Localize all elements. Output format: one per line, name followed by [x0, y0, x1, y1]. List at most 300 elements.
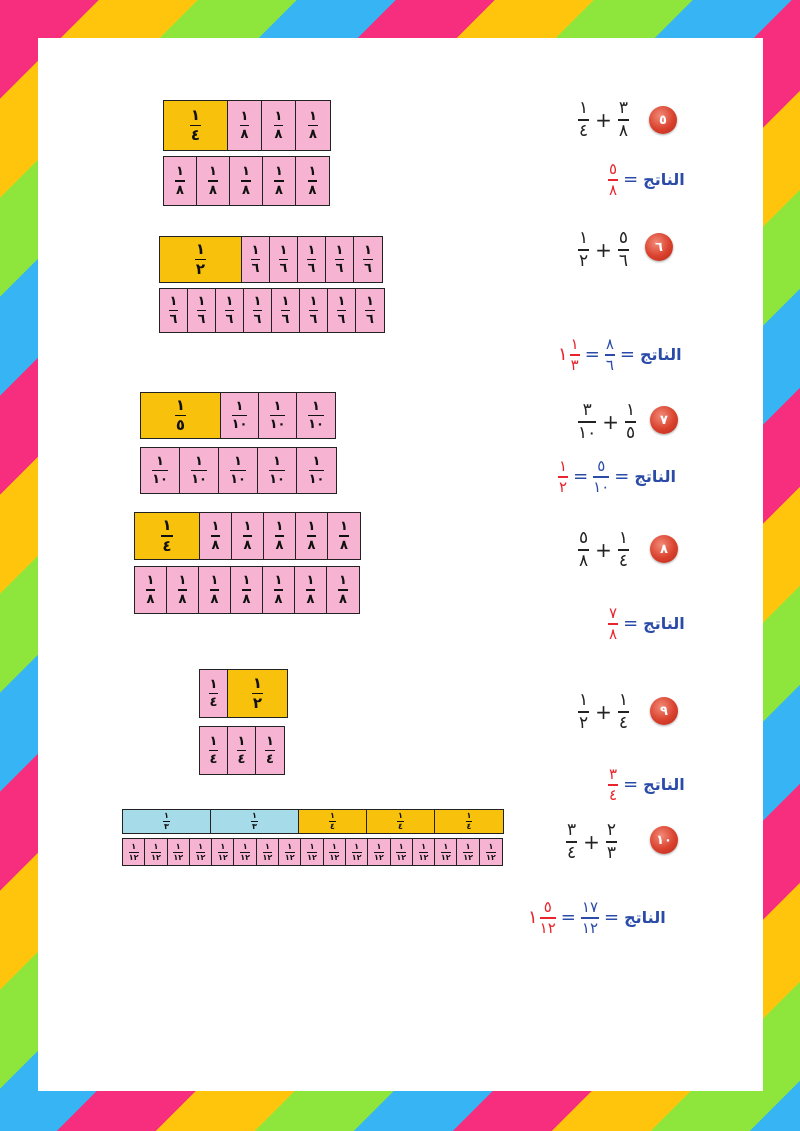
fraction-strip-cell	[164, 157, 197, 205]
strip-fraction-label	[441, 843, 451, 862]
numerator: ٧	[609, 604, 618, 622]
result-label: الناتج	[639, 345, 682, 365]
numerator: ١٧	[581, 898, 599, 916]
fraction-strip-cell	[228, 727, 256, 774]
numerator: ١	[164, 811, 169, 820]
strip-fraction-label	[374, 843, 384, 862]
result-fraction	[608, 162, 618, 198]
numerator: ١	[618, 528, 629, 548]
equals-sign: =	[604, 907, 620, 929]
fraction-strip-cell	[299, 810, 367, 833]
strip-fraction-label	[195, 239, 206, 279]
fraction-strip-sum	[140, 447, 337, 494]
numerator: ١	[211, 519, 220, 535]
fraction-bar	[242, 589, 252, 591]
simplified-fraction	[558, 459, 568, 495]
denominator: ٥	[175, 416, 186, 435]
fraction-bar	[152, 470, 168, 472]
simplified-fraction	[540, 900, 556, 936]
equals-sign: =	[623, 169, 639, 191]
strip-fraction-label	[308, 110, 318, 142]
addend-fraction	[578, 402, 596, 442]
plus-sign: +	[583, 829, 600, 854]
plus-sign: +	[595, 537, 612, 562]
strip-fraction-label	[338, 574, 348, 606]
strip-fraction-label	[281, 295, 291, 327]
denominator: ٦	[364, 261, 372, 277]
equals-sign: =	[584, 344, 600, 366]
denominator: ٨	[308, 182, 317, 198]
addend-fraction	[606, 822, 617, 862]
equals-sign: =	[619, 344, 635, 366]
numerator: ٨	[605, 335, 614, 353]
addend-fraction	[578, 230, 589, 270]
denominator: ٨	[240, 127, 249, 143]
fraction-strip-cell	[367, 810, 435, 833]
denominator: ٤	[466, 822, 472, 831]
fraction-strip-cell	[297, 393, 335, 438]
denominator: ٤	[237, 752, 246, 768]
fraction-bar	[308, 180, 318, 182]
denominator: ١٠	[308, 417, 324, 433]
numerator: ١	[242, 573, 251, 589]
fraction-bar	[197, 310, 207, 312]
strip-fraction-label	[274, 110, 284, 142]
fraction-strip-cell	[141, 448, 180, 493]
addend-fraction	[625, 402, 636, 442]
fraction-strip-cell	[244, 289, 272, 332]
strip-fraction-label	[363, 244, 373, 276]
strip-fraction-label	[309, 455, 325, 487]
fraction-bar	[309, 310, 319, 312]
fraction-strip-addends	[122, 809, 504, 834]
fraction-bar	[232, 415, 248, 417]
fraction-strip-cell	[368, 839, 390, 865]
strip-fraction-label	[253, 295, 263, 327]
fraction-strip-cell	[270, 237, 298, 282]
fraction-bar	[208, 180, 218, 182]
strip-fraction-label	[190, 105, 201, 145]
simplified-fraction	[570, 337, 580, 373]
fraction-bar	[279, 259, 289, 261]
strip-fraction-label	[419, 843, 429, 862]
denominator: ٦	[309, 312, 318, 328]
fraction-bar	[251, 259, 261, 261]
equals-sign: =	[560, 907, 576, 929]
numerator: ١	[251, 242, 260, 258]
fraction-strip-cell	[295, 567, 327, 613]
numerator: ١	[466, 811, 472, 820]
numerator: ١	[198, 841, 203, 851]
equals-sign: =	[623, 613, 639, 635]
numerator: ١	[488, 841, 494, 851]
numerator: ١	[240, 108, 249, 124]
denominator: ٨	[274, 127, 283, 143]
strip-fraction-label	[175, 395, 186, 435]
numerator: ١	[242, 841, 248, 851]
fraction-strip-addends	[134, 512, 361, 560]
numerator: ١	[209, 676, 218, 692]
strip-fraction-label	[396, 843, 406, 862]
denominator: ٦	[253, 312, 262, 328]
numerator: ٥	[579, 528, 589, 548]
answer-line	[608, 162, 685, 198]
fraction-strip-cell	[391, 839, 413, 865]
strip-fraction-label	[241, 165, 251, 197]
numerator: ١	[175, 395, 186, 414]
denominator: ١٠	[578, 422, 597, 443]
fraction-strip-cell	[219, 448, 258, 493]
strip-fraction-label	[265, 735, 275, 767]
fraction-strip-cell	[221, 393, 259, 438]
denominator: ١٢	[396, 852, 407, 862]
numerator: ١	[242, 164, 250, 180]
numerator: ١	[266, 733, 274, 749]
fraction-strip-sum	[199, 726, 285, 775]
strip-fraction-label	[306, 574, 316, 606]
numerator: ١	[465, 841, 471, 851]
denominator: ٨	[307, 537, 316, 553]
addend-fraction	[618, 692, 629, 732]
strip-fraction-label	[275, 520, 285, 552]
fraction-bar	[275, 535, 285, 537]
numerator: ١	[195, 453, 203, 469]
fraction-bar	[210, 589, 220, 591]
numerator: ١	[354, 841, 360, 851]
numerator: ١	[398, 811, 403, 820]
denominator: ١٠	[152, 472, 168, 488]
fraction-strip-cell	[232, 513, 264, 559]
strip-fraction-label	[152, 455, 168, 487]
numerator: ١	[275, 519, 284, 535]
addition-problem	[578, 530, 629, 570]
fraction-strip-cell	[135, 513, 200, 559]
strip-fraction-label	[337, 295, 347, 327]
strip-fraction-label	[175, 165, 185, 197]
fraction-strip-cell	[164, 101, 228, 150]
numerator: ١	[579, 228, 589, 248]
fraction-strip-cell	[300, 289, 328, 332]
numerator: ١	[443, 841, 449, 851]
denominator: ١٢	[329, 852, 340, 862]
fraction-strip-cell	[228, 101, 262, 150]
plus-sign: +	[595, 107, 612, 132]
strip-fraction-label	[339, 520, 349, 552]
denominator: ١٢	[284, 852, 295, 862]
answer-line	[608, 767, 685, 803]
numerator: ١	[340, 519, 348, 535]
fraction-strip-cell	[123, 839, 145, 865]
numerator: ١	[190, 105, 201, 124]
simplified-answer	[528, 900, 556, 936]
numerator: ١	[209, 164, 217, 180]
fraction-bar	[269, 470, 285, 472]
denominator: ٦	[169, 312, 178, 328]
fraction-bar	[274, 125, 284, 127]
numerator: ١	[252, 811, 257, 820]
denominator: ١٠	[308, 472, 325, 488]
fraction-bar	[281, 310, 291, 312]
fraction-bar	[337, 310, 347, 312]
denominator: ٦	[281, 312, 290, 328]
numerator: ١	[579, 690, 589, 710]
numerator: ١	[162, 516, 172, 535]
numerator: ١	[234, 453, 242, 469]
numerator: ١	[197, 293, 206, 309]
fraction-strip-cell	[211, 810, 299, 833]
fraction-bar	[253, 310, 263, 312]
addition-problem	[578, 230, 629, 270]
numerator: ٥	[597, 457, 606, 475]
fraction-bar	[265, 750, 275, 752]
fraction-strip-cell	[272, 289, 300, 332]
denominator: ٣	[606, 842, 617, 863]
denominator: ١٢	[581, 918, 599, 937]
fraction-strip-cell	[160, 237, 242, 282]
strip-fraction-label	[173, 843, 183, 862]
fraction-bar	[209, 693, 219, 695]
numerator: ١	[210, 573, 219, 589]
numerator: ١	[274, 108, 283, 124]
numerator: ١	[153, 841, 159, 851]
result-fraction	[593, 459, 609, 495]
fraction-strip-addends	[199, 669, 288, 718]
addition-problem	[566, 822, 617, 862]
fraction-strip-cell	[199, 567, 231, 613]
strip-fraction-label	[279, 244, 289, 276]
strip-fraction-label	[169, 295, 179, 327]
result-label: الناتج	[634, 467, 676, 487]
fraction-bar	[270, 415, 286, 417]
numerator: ١	[220, 841, 226, 851]
fraction-strip-cell	[279, 839, 301, 865]
numerator: ١	[279, 242, 288, 258]
strip-fraction-label	[397, 812, 404, 831]
denominator: ٨	[309, 127, 317, 143]
fraction-strip-cell	[188, 289, 216, 332]
fraction-bar	[237, 750, 247, 752]
numerator: ١	[195, 239, 206, 258]
denominator: ٨	[340, 537, 348, 553]
addend-fraction	[566, 822, 577, 862]
denominator: ٨	[609, 624, 618, 643]
denominator: ٣	[164, 822, 169, 831]
strip-fraction-label	[218, 843, 228, 862]
result-label: الناتج	[624, 908, 666, 928]
numerator: ١	[312, 398, 320, 414]
fraction-strip-sum	[163, 156, 330, 206]
whole-number: ١	[558, 344, 568, 366]
exercise-number-badge: ٦	[645, 233, 673, 261]
denominator: ١٠	[230, 472, 246, 488]
simplified-answer	[558, 337, 580, 373]
fraction-bar	[225, 310, 235, 312]
denominator: ٨	[306, 591, 315, 607]
denominator: ٨	[242, 182, 250, 198]
numerator: ١	[330, 811, 335, 820]
denominator: ٨	[243, 537, 252, 553]
numerator: ٣	[618, 98, 629, 118]
denominator: ١٢	[151, 852, 161, 862]
result-label: الناتج	[643, 614, 685, 634]
addition-problem	[578, 402, 636, 442]
fraction-strip-cell	[480, 839, 502, 865]
strip-fraction-label	[270, 400, 286, 432]
fraction-strip-cell	[135, 567, 167, 613]
denominator: ٦	[337, 312, 346, 328]
plus-sign: +	[595, 699, 612, 724]
fraction-strip-cell	[145, 839, 167, 865]
fraction-strip-cell	[264, 513, 296, 559]
denominator: ٨	[339, 591, 347, 607]
fraction-strip-cell	[327, 567, 359, 613]
denominator: ٢	[252, 694, 263, 713]
numerator: ١	[273, 453, 281, 469]
numerator: ٣	[567, 820, 577, 840]
denominator: ٨	[242, 591, 251, 607]
denominator: ١٢	[374, 852, 384, 862]
strip-fraction-label	[209, 678, 219, 710]
denominator: ٤	[190, 126, 201, 145]
strip-fraction-label	[335, 244, 345, 276]
equals-sign: =	[573, 466, 589, 488]
simplified-answer	[558, 459, 568, 495]
addition-problem	[578, 692, 629, 732]
numerator: ٥	[618, 228, 629, 248]
strip-fraction-label	[230, 455, 246, 487]
strip-fraction-label	[129, 843, 139, 862]
fraction-strip-cell	[296, 157, 329, 205]
fraction-strip-cell	[263, 567, 295, 613]
result-fraction	[605, 337, 615, 373]
numerator: ١	[237, 733, 246, 749]
denominator: ١٢	[351, 852, 362, 862]
denominator: ٥	[626, 422, 636, 443]
numerator: ١	[274, 573, 283, 589]
numerator: ١	[307, 242, 316, 258]
strip-fraction-label	[365, 295, 375, 327]
strip-fraction-label	[285, 843, 295, 862]
fraction-strip-cell	[298, 237, 326, 282]
denominator: ١٠	[231, 417, 248, 433]
fraction-strip-cell	[228, 670, 287, 717]
plus-sign: +	[602, 409, 620, 434]
fraction-bar	[365, 310, 375, 312]
denominator: ١٠	[269, 472, 285, 488]
fraction-strip-cell	[242, 237, 270, 282]
strip-fraction-label	[329, 812, 336, 831]
denominator: ٢	[579, 250, 589, 271]
numerator: ١	[626, 400, 636, 420]
answer-line	[528, 900, 666, 936]
denominator: ١٢	[173, 852, 184, 862]
fraction-strip-cell	[296, 101, 330, 150]
strip-fraction-label	[225, 295, 235, 327]
numerator: ١	[335, 242, 344, 258]
fraction-bar	[240, 125, 250, 127]
fraction-strip-cell	[234, 839, 256, 865]
fraction-strip-cell	[190, 839, 212, 865]
numerator: ١	[264, 841, 270, 851]
numerator: ١	[209, 733, 218, 749]
strip-fraction-label	[211, 520, 221, 552]
result-label: الناتج	[643, 775, 685, 795]
denominator: ١٠	[269, 417, 286, 433]
numerator: ٥	[543, 898, 552, 916]
fraction-bar	[308, 125, 318, 127]
fraction-bar	[211, 535, 221, 537]
strip-fraction-label	[240, 110, 250, 142]
fraction-strip-sum	[159, 288, 385, 333]
fraction-bar	[307, 535, 317, 537]
denominator: ٨	[274, 591, 283, 607]
fraction-bar	[241, 180, 251, 182]
strip-fraction-label	[209, 735, 219, 767]
strip-fraction-label	[208, 165, 218, 197]
denominator: ١٢	[440, 852, 451, 862]
strip-fraction-label	[232, 400, 248, 432]
denominator: ٨	[211, 537, 220, 553]
strip-fraction-label	[163, 812, 170, 831]
numerator: ٣	[609, 765, 618, 783]
strip-fraction-label	[242, 574, 252, 606]
numerator: ١	[306, 573, 315, 589]
denominator: ٨	[275, 537, 284, 553]
fraction-bar	[175, 180, 185, 182]
fraction-strip-cell	[259, 393, 297, 438]
fraction-strip-addends	[159, 236, 383, 283]
numerator: ٣	[582, 400, 592, 420]
fraction-bar	[178, 589, 188, 591]
addend-fraction	[578, 692, 589, 732]
fraction-strip-cell	[328, 289, 356, 332]
numerator: ١	[178, 573, 187, 589]
denominator: ٣	[252, 822, 257, 831]
whole-number: ١	[528, 907, 538, 929]
denominator: ٦	[197, 312, 206, 328]
fraction-bar	[209, 750, 219, 752]
fraction-strip-cell	[356, 289, 384, 332]
numerator: ١	[421, 841, 426, 851]
answer-line	[558, 459, 676, 495]
denominator: ١٢	[128, 852, 139, 862]
numerator: ١	[156, 453, 164, 469]
strip-fraction-label	[240, 843, 250, 862]
denominator: ١٢	[195, 852, 206, 862]
fraction-bar	[230, 470, 246, 472]
strip-fraction-label	[243, 520, 253, 552]
fraction-strip-cell	[200, 727, 228, 774]
numerator: ١	[243, 519, 252, 535]
denominator: ٦	[251, 261, 260, 277]
fraction-strip-cell	[296, 513, 328, 559]
denominator: ٢	[195, 260, 206, 279]
fraction-strip-cell	[326, 237, 354, 282]
fraction-strip-cell	[200, 513, 232, 559]
numerator: ١	[225, 293, 234, 309]
answer-line	[558, 337, 682, 373]
strip-fraction-label	[197, 295, 207, 327]
fraction-strip-cell	[435, 810, 503, 833]
denominator: ٦	[279, 261, 288, 277]
fraction-bar	[169, 310, 179, 312]
strip-fraction-label	[308, 165, 318, 197]
denominator: ٨	[178, 591, 187, 607]
numerator: ١	[312, 453, 321, 469]
denominator: ١٢	[262, 852, 273, 862]
result-fraction	[581, 900, 599, 936]
denominator: ١٢	[217, 852, 228, 862]
